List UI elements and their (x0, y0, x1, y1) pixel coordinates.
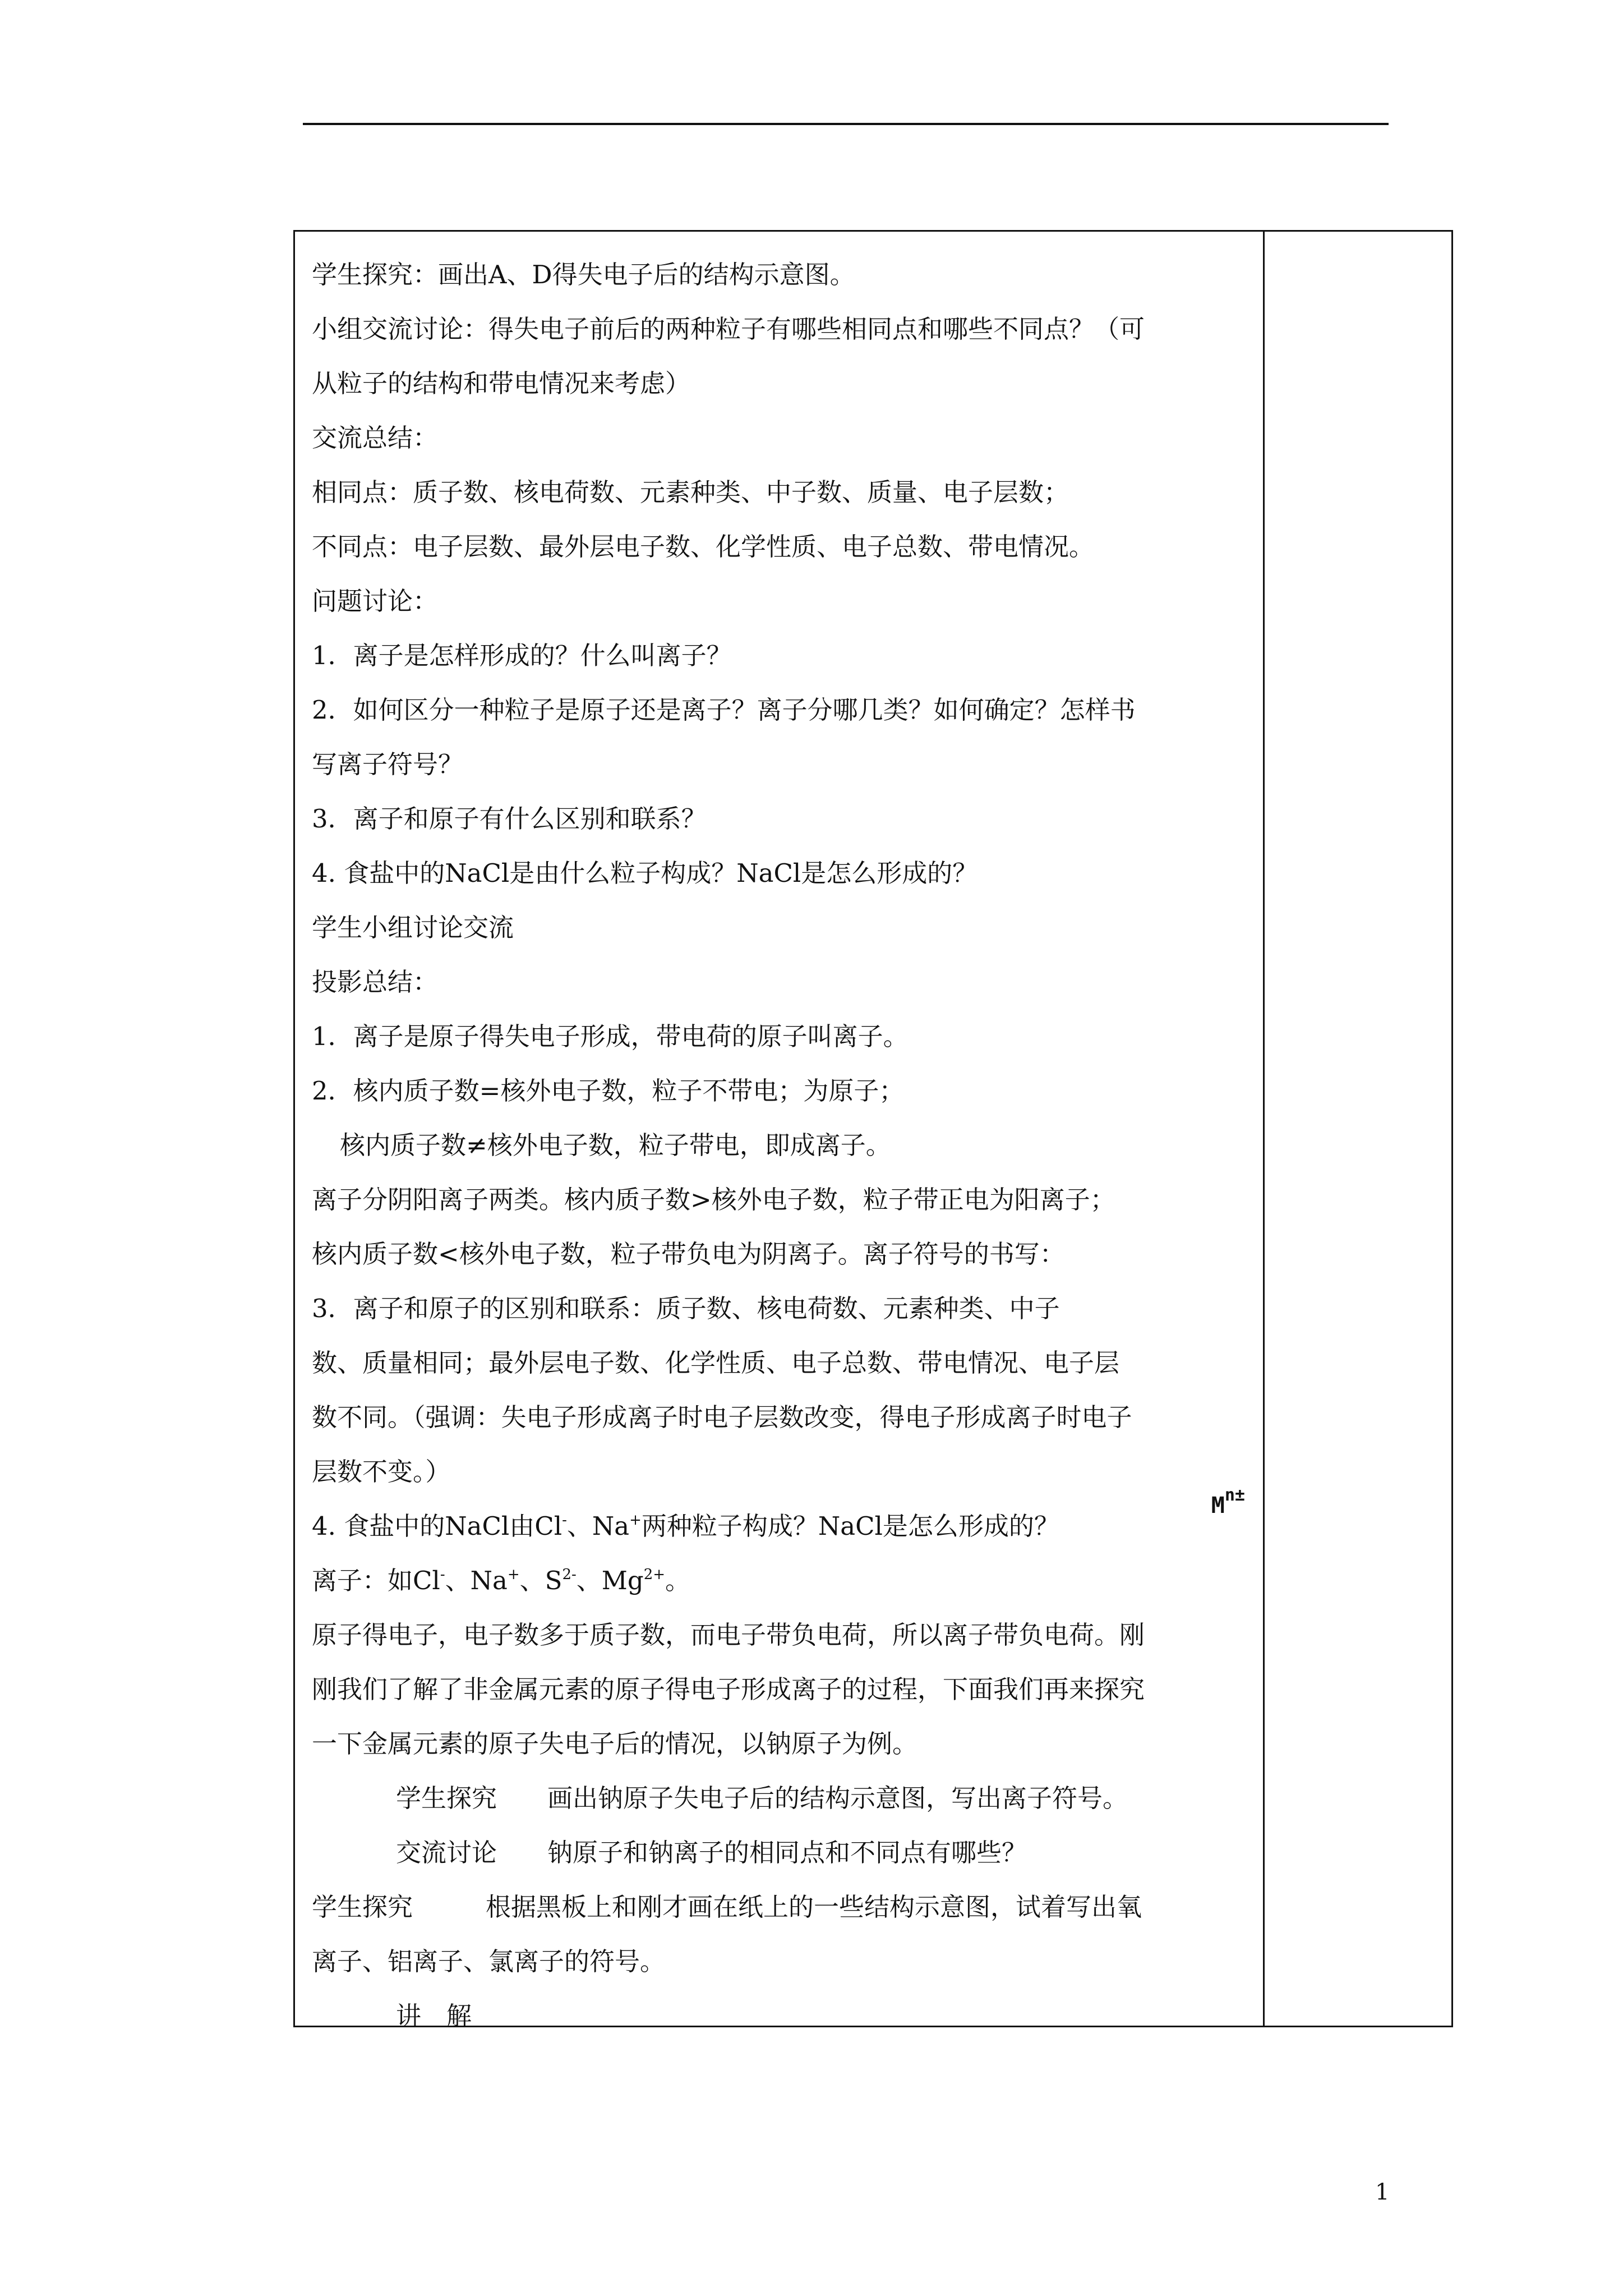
text-line: 投影总结： (312, 967, 439, 997)
column-divider (1263, 232, 1265, 2026)
text-line: 一下金属元素的原子失电子后的情况，以钠原子为例。 (312, 1729, 918, 1759)
text-line: 核内质子数<核外电子数，粒子带负电为阴离子。离子符号的书写： (312, 1239, 1065, 1269)
text-line: 数不同。（强调：失电子形成离子时电子层数改变，得电子形成离子时电子 (312, 1402, 1132, 1432)
text-line: 原子得电子，电子数多于质子数，而电子带负电荷，所以离子带负电荷。刚 (312, 1620, 1145, 1650)
text-line: 写离子符号？ (312, 749, 464, 779)
ion-notation: $M^{n\pm}$ (1211, 1485, 1245, 1519)
text-line: 交流讨论 钠原子和钠离子的相同点和不同点有哪些？ (396, 1838, 1027, 1867)
text-line: 1．离子是原子得失电子形成，带电荷的原子叫离子。 (312, 1022, 909, 1051)
text-line: 学生小组讨论交流 (312, 913, 514, 942)
text-line: 学生探究 根据黑板上和刚才画在纸上的一些结构示意图，试着写出氧 (312, 1892, 1142, 1922)
text-line: 相同点：质子数、核电荷数、元素种类、中子数、质量、电子层数； (312, 477, 1069, 507)
text-line: 2．核内质子数=核外电子数，粒子不带电；为原子； (312, 1076, 905, 1106)
text-line: 离子、铝离子、氯离子的符号。 (312, 1947, 666, 1976)
text-line: 从粒子的结构和带电情况来考虑） (312, 369, 691, 398)
text-line: 1．离子是怎样形成的？什么叫离子？ (312, 641, 732, 670)
text-line: 2．如何区分一种粒子是原子还是离子？离子分哪几类？如何确定？怎样书 (312, 695, 1136, 725)
text-line: 核内质子数≠核外电子数，粒子带电，即成离子。 (340, 1130, 891, 1160)
text-line: 不同点：电子层数、最外层电子数、化学性质、电子总数、带电情况。 (312, 532, 1095, 562)
text-line: 讲 解 (396, 2001, 472, 2031)
text-line: 4. 食盐中的NaCl是由什么粒子构成？NaCl是怎么形成的？ (312, 858, 978, 888)
text-line: 层数不变。） (312, 1457, 451, 1487)
text-line: 小组交流讨论：得失电子前后的两种粒子有哪些相同点和哪些不同点？（可 (312, 314, 1145, 344)
lesson-content (312, 247, 1254, 2043)
text-line: 3．离子和原子的区别和联系：质子数、核电荷数、元素种类、中子 (312, 1294, 1060, 1323)
text-line: 离子：如Cl-、Na+、$S^{2-}$、$Mg^{2+}$。 (312, 1566, 691, 1595)
text-line: 学生探究 画出钠原子失电子后的结构示意图，写出离子符号。 (396, 1783, 1128, 1813)
text-line: 3．离子和原子有什么区别和联系？ (312, 804, 707, 834)
page-number: 1 (1375, 2179, 1390, 2205)
text-line: 问题讨论： (312, 586, 439, 616)
text-line: 学生探究：画出A、D得失电子后的结构示意图。 (312, 260, 855, 289)
text-line: 离子分阴阳离子两类。核内质子数>核外电子数，粒子带正电为阳离子； (312, 1185, 1115, 1214)
text-line: 4. 食盐中的NaCl由Cl-、Na+两种粒子构成？NaCl是怎么形成的？ (312, 1511, 1059, 1541)
lesson-table (293, 230, 1453, 2031)
text-line: 刚我们了解了非金属元素的原子得电子形成离子的过程，下面我们再来探究 (312, 1674, 1145, 1704)
text-line: 交流总结： (312, 423, 439, 453)
header-rule (303, 123, 1389, 125)
text-line: 数、质量相同；最外层电子数、化学性质、电子总数、带电情况、电子层 (312, 1348, 1120, 1378)
